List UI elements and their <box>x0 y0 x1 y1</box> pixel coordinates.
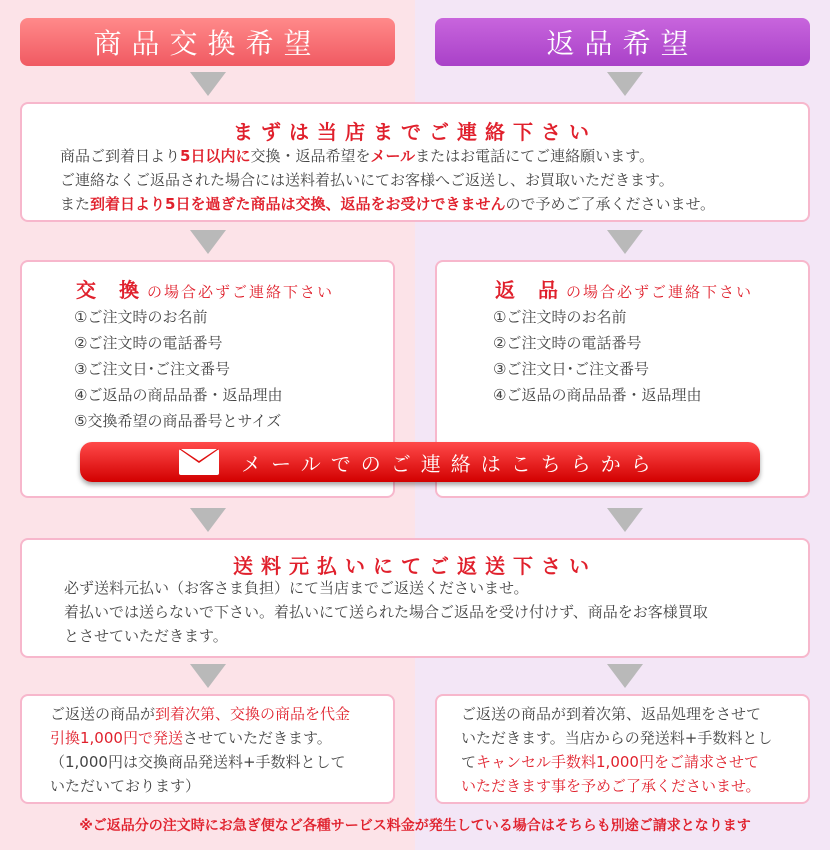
return-result-line3 <box>461 750 759 774</box>
highlight-text: 引換1,000円で発送 <box>50 729 183 747</box>
down-arrow-icon <box>190 508 226 532</box>
list-item: ④ご返品の商品品番・返品理由 <box>74 386 283 404</box>
exchange-card-title: 交 換 <box>76 278 147 302</box>
down-arrow-icon <box>607 664 643 688</box>
text-segment: 商品ご到着日より <box>60 147 181 165</box>
down-arrow-icon <box>607 72 643 96</box>
exchange-header: 商品交換希望 <box>20 18 395 66</box>
exchange-result-line2 <box>50 726 332 750</box>
exchange-result-line4: いただいております） <box>50 777 201 795</box>
highlight-text: キャンセル手数料1,000円をご請求させて <box>476 753 759 771</box>
return-card-title: 返 品 <box>495 278 566 302</box>
shipping-line1: 必ず送料元払い（お客さま負担）にて当店までご返送くださいませ。 <box>64 579 529 597</box>
envelope-icon <box>179 449 219 475</box>
return-required-list <box>493 304 701 408</box>
text-segment: また <box>60 195 91 213</box>
list-item: ②ご注文時の電話番号 <box>74 334 223 352</box>
exchange-result-line3: （1,000円は交換商品発送料+手数料として <box>50 753 346 771</box>
contact-first-card <box>20 102 810 222</box>
text-segment: 交換・返品希望を <box>250 147 371 165</box>
down-arrow-icon <box>190 230 226 254</box>
contact-first-line3 <box>60 192 715 216</box>
highlight-text: 到着次第、交換の商品を代金 <box>155 705 351 723</box>
down-arrow-icon <box>607 508 643 532</box>
return-card-heading <box>495 274 753 303</box>
down-arrow-icon <box>607 230 643 254</box>
list-item: ②ご注文時の電話番号 <box>493 334 642 352</box>
contact-first-line1 <box>60 144 654 168</box>
return-result-line2: いただきます。当店からの発送料+手数料とし <box>461 729 773 747</box>
return-result-line1: ご返送の商品が到着次第、返品処理をさせて <box>461 705 762 723</box>
mail-contact-label: メールでのご連絡はこちらから <box>241 451 661 476</box>
highlight-text: 到着日より5日を過ぎた商品は交換、返品をお受けできません <box>90 195 506 213</box>
text-segment: ご返送の商品が <box>50 705 156 723</box>
exchange-card-suffix: の場合必ずご連絡下さい <box>146 283 334 301</box>
list-item: ③ご注文日･ご注文番号 <box>493 360 649 378</box>
highlight-text: 5日以内に <box>180 147 251 165</box>
exchange-result-card <box>20 694 395 804</box>
contact-first-title: まずは当店までご連絡下さい <box>233 120 597 144</box>
mail-contact-button[interactable] <box>80 442 760 482</box>
exchange-card-heading <box>76 274 334 303</box>
list-item: ⑤交換希望の商品番号とサイズ <box>74 412 282 430</box>
shipping-line2: 着払いでは送らないで下さい。着払いにて送られた場合ご返品を受け付けず、商品をお客様買取 <box>64 603 708 621</box>
down-arrow-icon <box>190 72 226 96</box>
return-result-card <box>435 694 810 804</box>
text-segment: させていただきます。 <box>182 729 332 747</box>
list-item: ④ご返品の商品品番・返品理由 <box>493 386 702 404</box>
list-item: ③ご注文日･ご注文番号 <box>74 360 230 378</box>
highlight-text: メール <box>370 147 416 165</box>
shipping-card <box>20 538 810 658</box>
return-card-suffix: の場合必ずご連絡下さい <box>565 283 753 301</box>
shipping-line3: とさせていただきます。 <box>64 627 228 645</box>
list-item: ①ご注文時のお名前 <box>74 308 208 326</box>
shipping-title: 送料元払いにてご返送下さい <box>233 554 597 578</box>
list-item: ①ご注文時のお名前 <box>493 308 627 326</box>
text-segment: ので予めご了承くださいませ。 <box>505 195 716 213</box>
return-result-line4: いただきます事を予めご了承くださいませ。 <box>461 777 761 795</box>
exchange-result-line1 <box>50 702 350 726</box>
contact-first-line2: ご連絡なくご返品された場合には送料着払いにてお客様へご返送し、お買取いただきます。 <box>60 171 674 189</box>
return-header: 返品希望 <box>435 18 810 66</box>
exchange-required-list <box>74 304 282 434</box>
down-arrow-icon <box>190 664 226 688</box>
text-segment: またはお電話にてご連絡願います。 <box>415 147 654 165</box>
text-segment: て <box>461 753 477 771</box>
footnote: ※ご返品分の注文時にお急ぎ便など各種サービス料金が発生している場合はそちらも別途ご請求となります <box>79 818 751 834</box>
